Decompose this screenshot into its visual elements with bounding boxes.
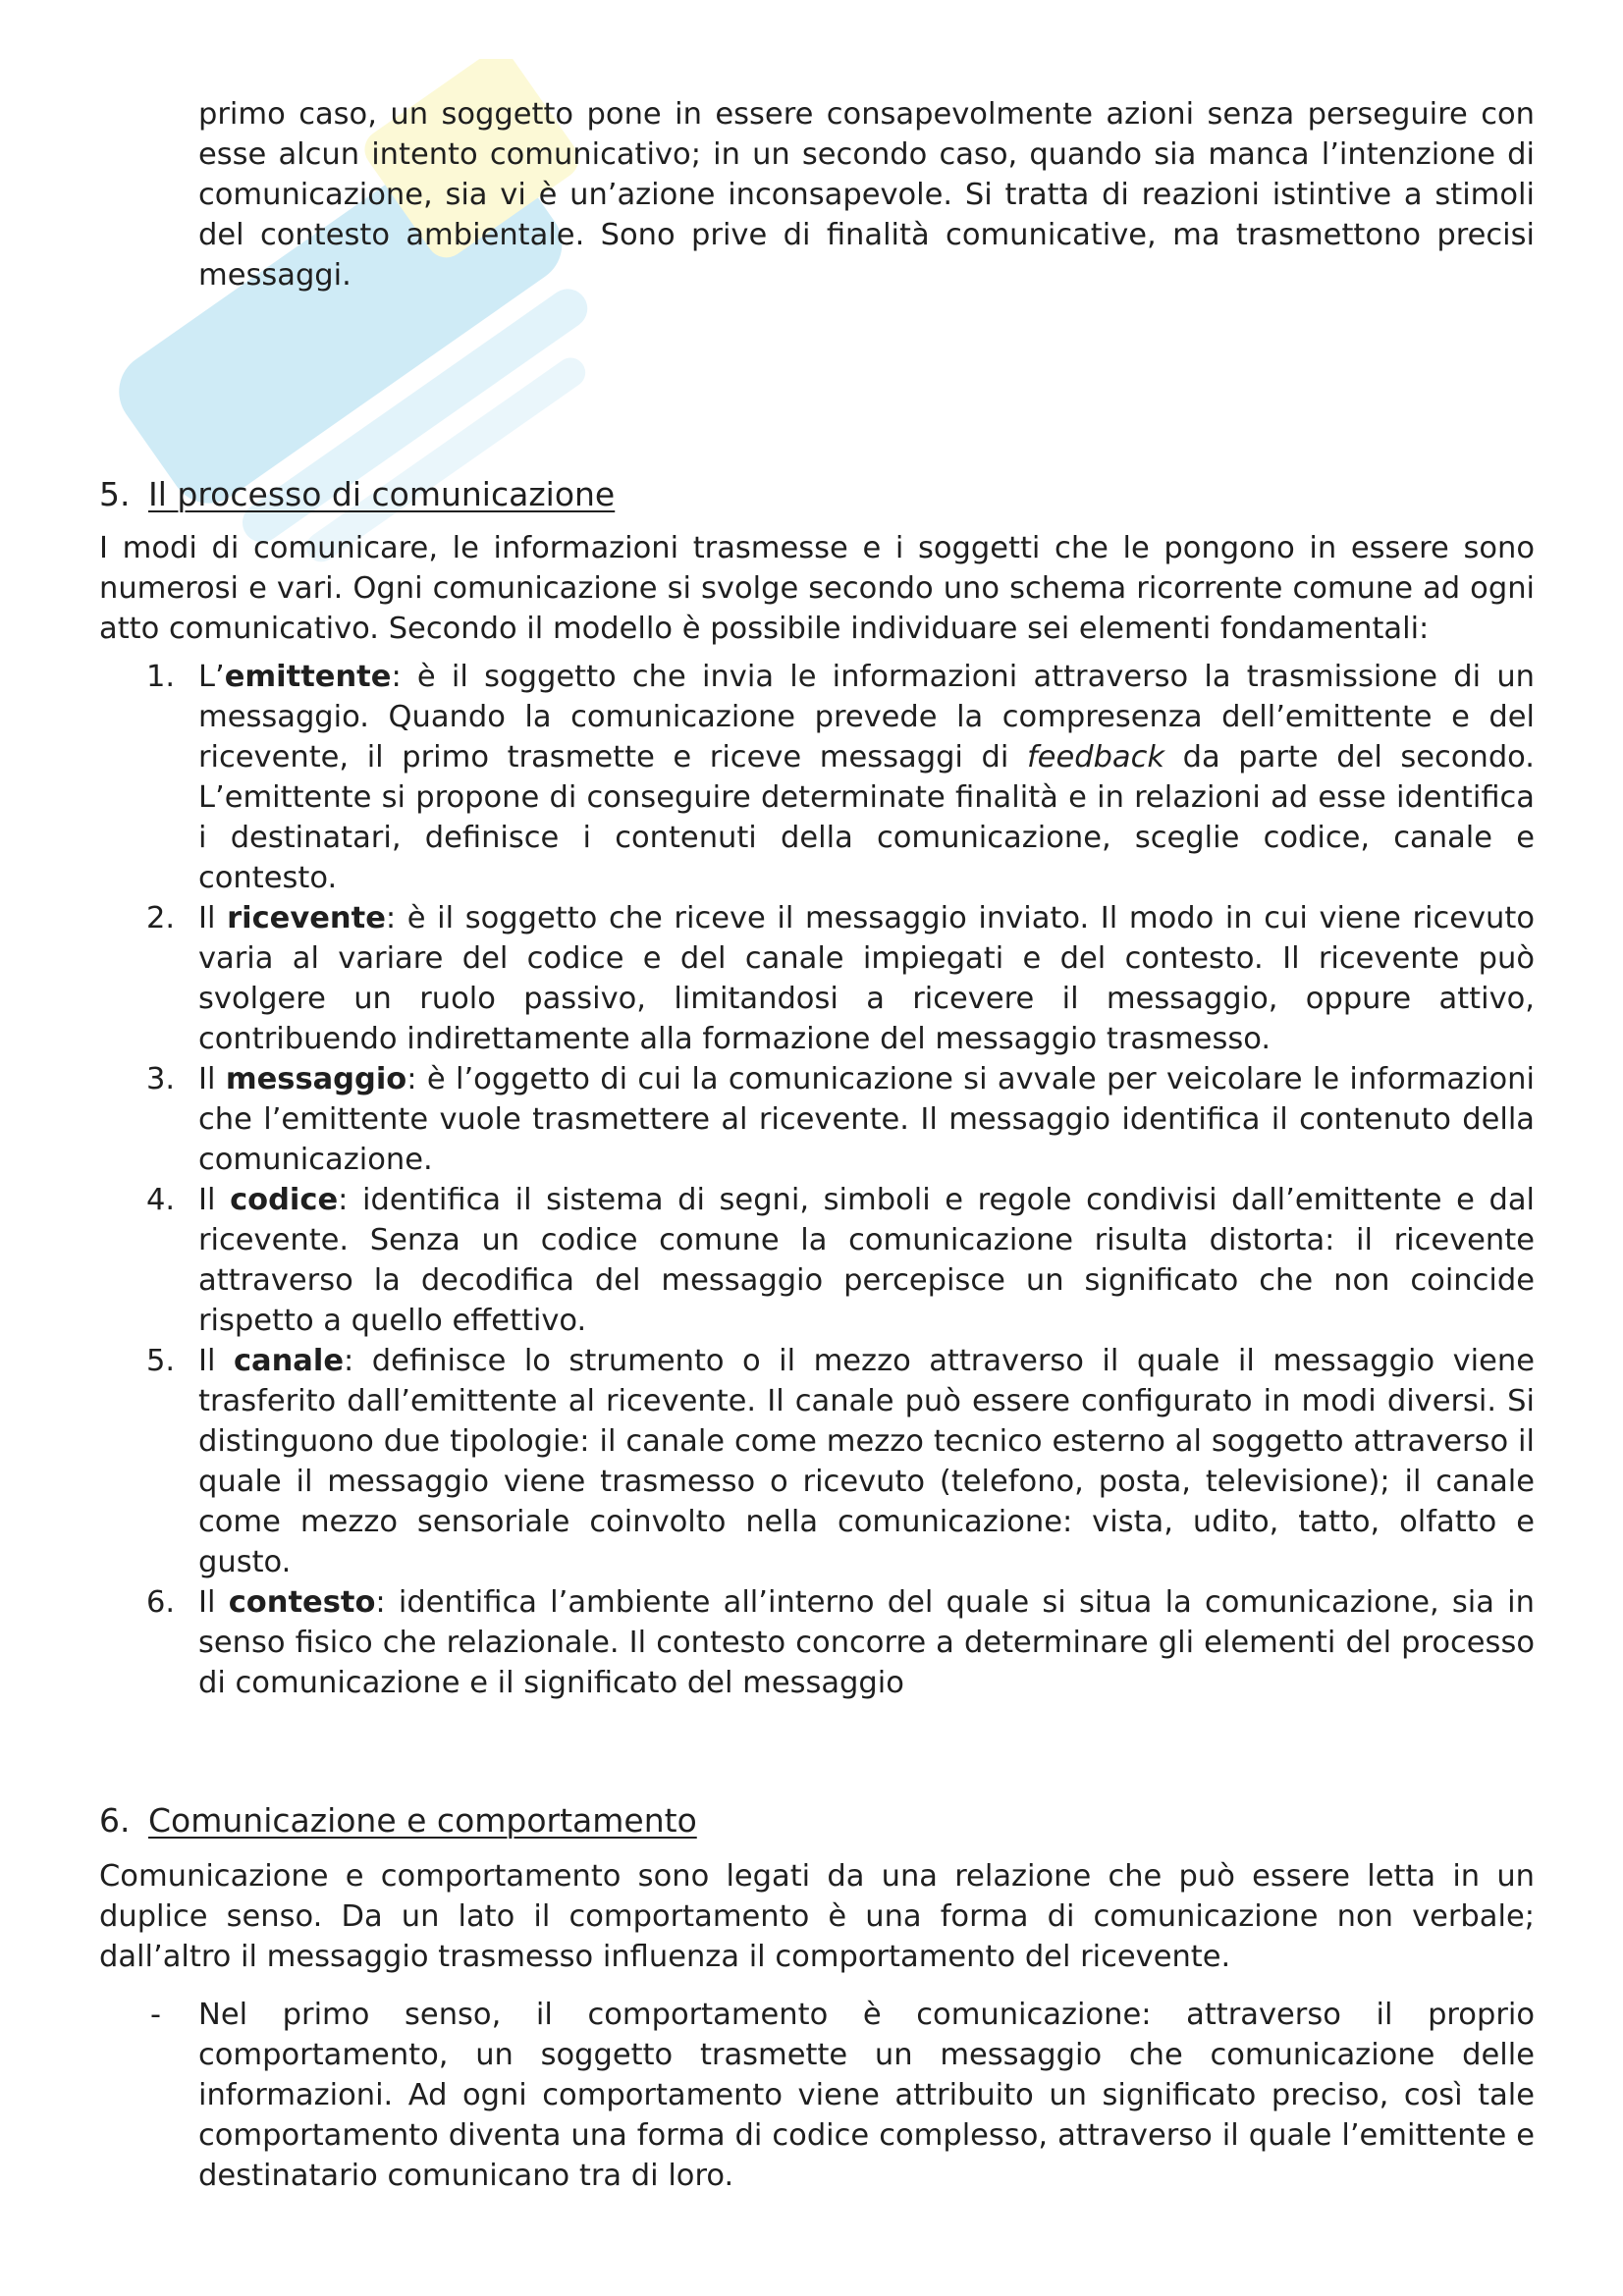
term-messaggio: messaggio — [225, 1062, 407, 1096]
item-text-cont: da parte del secondo. L’emittente si propone di conseguire determinate finalità e in relazioni ad esse identifica i destinatari, definisce i contenuti della comunicazione, sceglie codice, canale e contesto. — [198, 740, 1535, 895]
term-canale: canale — [233, 1344, 345, 1378]
item-text: : è il soggetto che invia le informazioni attraverso la trasmissione di un messaggio. Quando la comunicazione prevede la compresenza dell’emittente e del ricevente, il primo trasmette e riceve messaggi di — [198, 660, 1535, 774]
list-item-canale — [99, 1341, 1535, 1582]
list-item-ricevente — [99, 898, 1535, 1059]
section-6-heading — [99, 1799, 1535, 1842]
term-contesto: contesto — [228, 1585, 376, 1620]
section-6-paragraph: Comunicazione e comportamento sono legati da una relazione che può essere letta in un duplice senso. Da un lato il comportamento è una forma di comunicazione non verbale; dall’altro il messaggio trasmesso influenza il comportamento del ricevente. — [99, 1859, 1535, 1974]
item-prefix: Il — [198, 1585, 229, 1620]
list-marker: 1. — [146, 660, 176, 694]
behavior-list — [99, 1995, 1535, 2196]
section-5-heading — [99, 473, 1535, 516]
list-item-codice — [99, 1180, 1535, 1341]
section-5-paragraph: I modi di comunicare, le informazioni trasmesse e i soggetti che le pongono in essere sono numerosi e vari. Ogni comunicazione si svolge secondo uno schema ricorrente comune ad ogni atto comunicativo. Secondo il modello è possibile individuare sei elementi fondamentali: — [99, 531, 1535, 646]
item-prefix: L’ — [198, 660, 225, 694]
list-item-emittente — [99, 657, 1535, 898]
term-codice: codice — [230, 1183, 339, 1217]
list-marker: 2. — [146, 901, 176, 935]
section-6-title: Comunicazione e comportamento — [148, 1801, 697, 1840]
intro-paragraph: primo caso, un soggetto pone in essere consapevolmente azioni senza perseguire con esse alcun intento comunicativo; in un secondo caso, quando sia manca l’intenzione di comunicazione, sia vi è un’azione inconsapevole. Si tratta di reazioni istintive a stimoli del contesto ambientale. Sono prive di finalità comunicative, ma trasmettono precisi messaggi. — [198, 97, 1535, 293]
list-marker: 5. — [146, 1344, 176, 1378]
item-text: Nel primo senso, il comportamento è comunicazione: attraverso il proprio comportamento, un soggetto trasmette un messaggio che comunicazione delle informazioni. Ad ogni comportamento viene attribuito un significato preciso, così tale comportamento diventa una forma di codice complesso, attraverso il quale l’emittente e destinatario comunicano tra di loro. — [198, 1998, 1535, 2193]
italic-feedback: feedback — [1026, 740, 1165, 774]
item-text: : identifica il sistema di segni, simboli e regole condivisi dall’emittente e dal ricevente. Senza un codice comune la comunicazione risulta distorta: il ricevente attraverso la decodifica del messaggio percepisce un significato che non coincide rispetto a quello effettivo. — [198, 1183, 1535, 1338]
list-item-first-sense — [99, 1995, 1535, 2196]
term-ricevente: ricevente — [227, 901, 386, 935]
item-prefix: Il — [198, 901, 228, 935]
list-marker: 6. — [146, 1585, 176, 1620]
item-text: : definisce lo strumento o il mezzo attraverso il quale il messaggio viene trasferito dall’emittente al ricevente. Il canale può essere configurato in modi diversi. Si distinguono due tipologie: il canale come mezzo tecnico esterno al soggetto attraverso il quale il messaggio viene trasmesso o ricevuto (telefono, posta, televisione); il canale come mezzo sensoriale coinvolto nella comunicazione: vista, udito, tatto, olfatto e gusto. — [198, 1344, 1535, 1579]
list-item-messaggio — [99, 1059, 1535, 1180]
list-marker: 4. — [146, 1183, 176, 1217]
section-6-number: 6. — [99, 1801, 131, 1840]
list-marker: 3. — [146, 1062, 176, 1096]
dash-marker: - — [150, 1998, 162, 2032]
term-emittente: emittente — [224, 660, 392, 694]
list-item-contesto — [99, 1582, 1535, 1703]
elements-list — [99, 657, 1535, 1703]
item-text: : è il soggetto che riceve il messaggio inviato. Il modo in cui viene ricevuto varia al variare del codice e del canale impiegati e del contesto. Il ricevente può svolgere un ruolo passivo, limitandosi a ricevere il messaggio, oppure attivo, contribuendo indirettamente alla formazione del messaggio trasmesso. — [198, 901, 1535, 1056]
item-prefix: Il — [198, 1183, 231, 1217]
section-5-title: Il processo di comunicazione — [148, 475, 616, 513]
item-prefix: Il — [198, 1062, 226, 1096]
document-content — [99, 94, 1535, 2196]
item-prefix: Il — [198, 1344, 234, 1378]
section-5-number: 5. — [99, 475, 131, 513]
item-text: : identifica l’ambiente all’interno del quale si situa la comunicazione, sia in senso fisico che relazionale. Il contesto concorre a determinare gli elementi del processo di comunicazione e il significato del messaggio — [198, 1585, 1535, 1700]
item-text: : è l’oggetto di cui la comunicazione si avvale per veicolare le informazioni che l’emittente vuole trasmettere al ricevente. Il messaggio identifica il contenuto della comunicazione. — [198, 1062, 1535, 1177]
